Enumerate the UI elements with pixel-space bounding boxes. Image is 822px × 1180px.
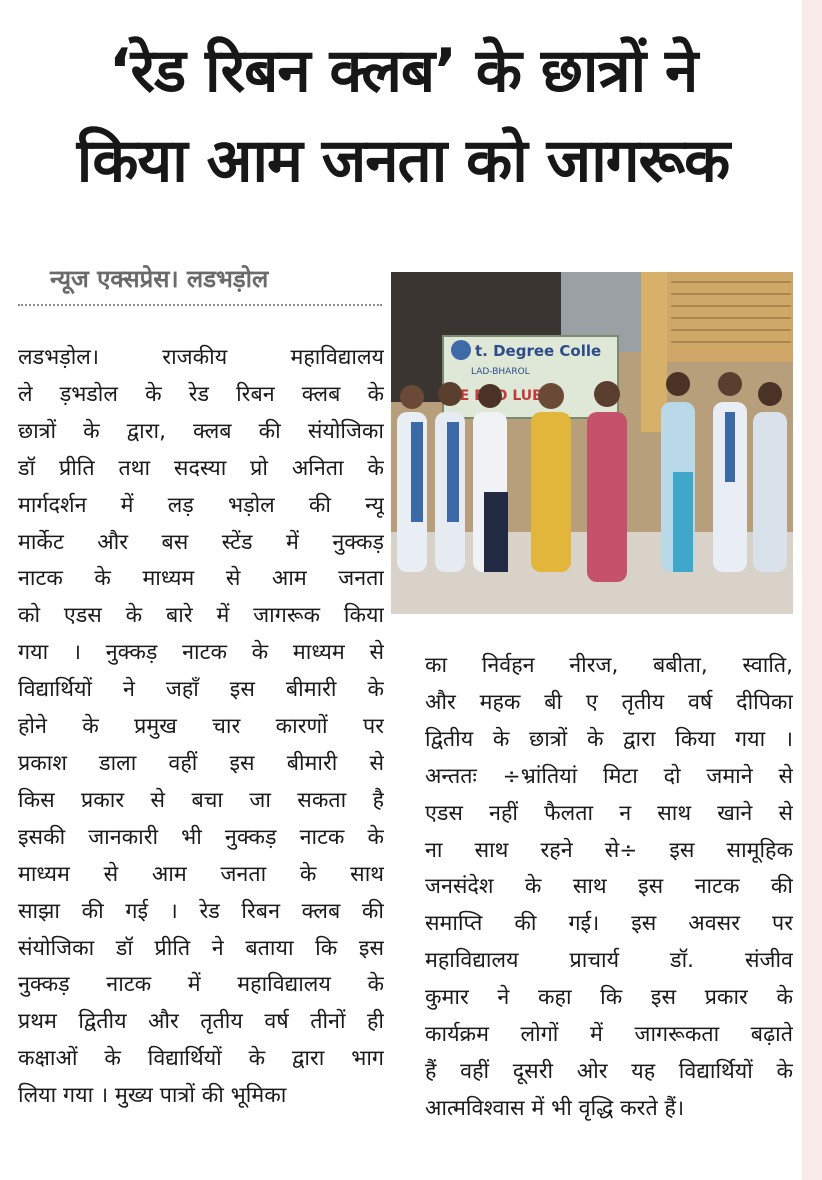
article-line: कार्यक्रम लोगों में जागरूकता बढ़ाते [425,1022,793,1048]
article-line: प्रकाश डाला वहीं इस बीमारी से [18,750,384,776]
article-line: ले ड़भडोल के रेड रिबन क्लब के [18,381,384,407]
article-line: किस प्रकार से बचा जा सकता है [18,787,384,813]
article-line: इसकी जानकारी भी नुक्कड़ नाटक के [18,824,384,850]
article-line: समाप्ति की गई। इस अवसर पर [425,911,793,937]
article-line: और महक बी ए तृतीय वर्ष दीपिका [425,689,793,715]
article-line: लिया गया । मुख्य पात्रों की भूमिका [18,1083,287,1109]
article-line: ना साथ रहने से÷ इस सामूहिक [425,837,793,863]
article-line: नाटक के माध्यम से आम जनता [18,566,384,592]
article-line: नुक्कड़ नाटक में महाविद्यालय के [18,972,384,998]
article-line: संयोजिका डॉ प्रीति ने बताया कि इस [18,935,384,961]
svg-text:LAD-BHAROL: LAD-BHAROL [471,367,530,377]
headline [18,26,788,206]
article-line: एडस नहीं फैलता न साथ खाने से [425,800,793,826]
headline-line-1: ‘रेड रिबन क्लब’ के छात्रों ने [108,36,698,106]
article-line: आत्मविश्वास में भी वृद्धि करते हैं। [425,1095,685,1121]
article-right-column [425,648,793,1128]
article-line: डॉ प्रीति तथा सदस्या प्रो अनिता के [18,455,384,481]
news-photo [391,272,793,614]
article-line: छात्रों के द्वारा, क्लब की संयोजिका [18,418,384,444]
article-line: को एडस के बारे में जागरूक किया [18,603,384,629]
article-line: विद्यार्थियों ने जहाँ इस बीमारी के [18,677,384,703]
article-line: हैं वहीं दूसरी ओर यह विद्यार्थियों के [425,1058,793,1084]
news-photo-illustration [391,272,793,614]
article-line: महाविद्यालय प्राचार्य डॉ. संजीव [425,948,793,974]
article-line: जनसंदेश के साथ इस नाटक की [425,874,793,900]
article-left-column [18,340,384,1115]
article-line: कुमार ने कहा कि इस प्रकार के [425,985,793,1011]
article-line: प्रथम द्वितीय और तृतीय वर्ष तीनों ही [18,1009,384,1035]
byline: न्यूज एक्सप्रेस। लडभड़ोल [50,265,269,293]
article-line: गया । नुक्कड़ नाटक के माध्यम से [18,640,384,666]
page-edge-strip [802,0,822,1180]
article-line: साझा की गई । रेड रिबन क्लब की [18,898,384,924]
article-line: लडभड़ोल। राजकीय महाविद्यालय [18,345,384,370]
article-line: का निर्वहन नीरज, बबीता, स्वाति, [425,653,793,678]
article-line: अन्ततः ÷भ्रांतियां मिटा दो जमाने से [425,763,793,789]
article-line: द्वितीय के छात्रों के द्वारा किया गया । [425,726,793,752]
byline-divider [18,304,382,306]
photo-banner-text: t. Degree Colle [475,342,602,360]
article-line: मार्केट और बस स्टेंड में नुक्कड़ [18,529,384,555]
svg-text:RE BBO LUB: LUB [512,388,543,404]
article-line: कक्षाओं के विद्यार्थियों के द्वारा भाग [18,1046,384,1072]
article-line: माध्यम से आम जनता के साथ [18,861,384,887]
headline-line-2: किया आम जनता को जागरूक [76,126,730,196]
article-line: होने के प्रमुख चार कारणों पर [18,714,384,740]
article-line: मार्गदर्शन में लड़ भड़ोल की न्यू [18,492,384,518]
